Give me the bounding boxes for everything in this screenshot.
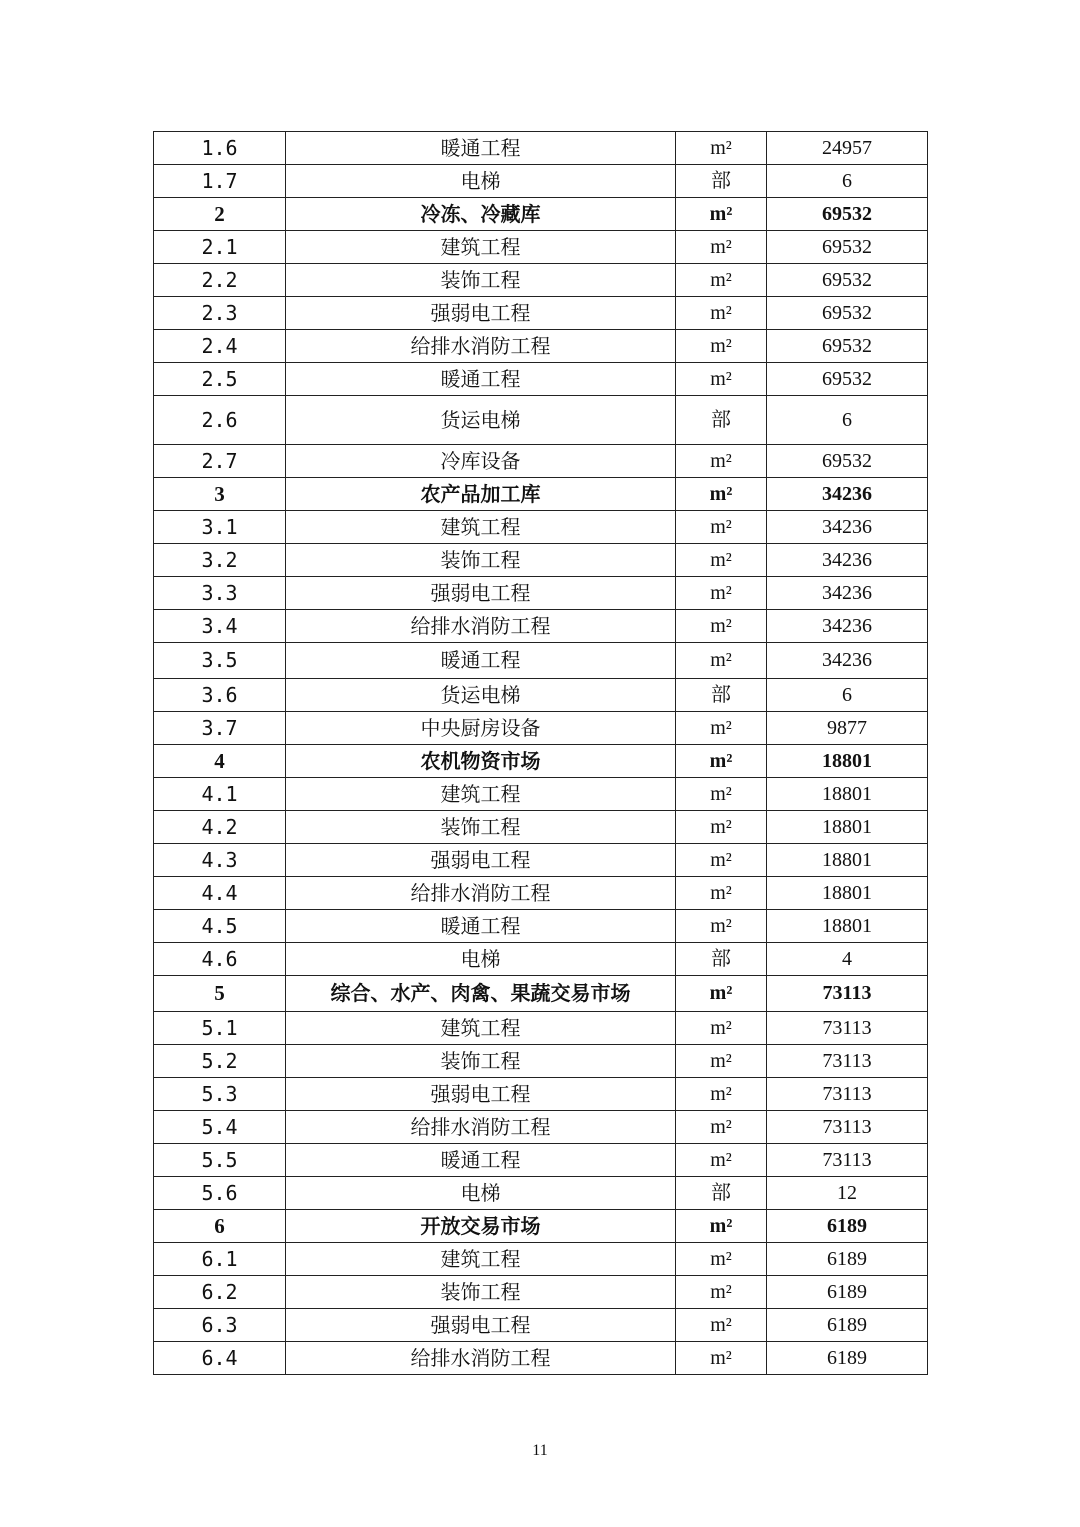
item-number-cell: 2.5 xyxy=(154,363,286,396)
unit-cell: m² xyxy=(676,910,767,943)
table-row xyxy=(154,330,928,363)
quantity-cell: 69532 xyxy=(767,198,928,231)
item-number-cell: 3.5 xyxy=(154,643,286,679)
quantity-cell: 24957 xyxy=(767,132,928,165)
item-number-cell: 4.6 xyxy=(154,943,286,976)
unit-cell: m² xyxy=(676,1243,767,1276)
quantity-cell: 18801 xyxy=(767,877,928,910)
quantity-cell: 34236 xyxy=(767,478,928,511)
unit-cell: m² xyxy=(676,844,767,877)
item-name-cell: 冷冻、冷藏库 xyxy=(286,198,676,231)
unit-cell: m² xyxy=(676,297,767,330)
quantity-cell: 69532 xyxy=(767,297,928,330)
item-number-cell: 1.6 xyxy=(154,132,286,165)
item-name-cell: 电梯 xyxy=(286,165,676,198)
quantity-cell: 73113 xyxy=(767,1012,928,1045)
table-row xyxy=(154,778,928,811)
table-row xyxy=(154,1177,928,1210)
quantity-cell: 34236 xyxy=(767,577,928,610)
item-number-cell: 5.3 xyxy=(154,1078,286,1111)
quantity-cell: 69532 xyxy=(767,445,928,478)
item-name-cell: 给排水消防工程 xyxy=(286,1111,676,1144)
table-row xyxy=(154,1243,928,1276)
item-name-cell: 强弱电工程 xyxy=(286,1309,676,1342)
item-name-cell: 农产品加工库 xyxy=(286,478,676,511)
unit-cell: m² xyxy=(676,745,767,778)
item-number-cell: 5.5 xyxy=(154,1144,286,1177)
unit-cell: m² xyxy=(676,330,767,363)
unit-cell: 部 xyxy=(676,1177,767,1210)
quantity-cell: 6189 xyxy=(767,1276,928,1309)
item-number-cell: 3.1 xyxy=(154,511,286,544)
table-row xyxy=(154,1144,928,1177)
quantity-cell: 73113 xyxy=(767,1111,928,1144)
item-number-cell: 2 xyxy=(154,198,286,231)
table-row xyxy=(154,297,928,330)
item-number-cell: 6.3 xyxy=(154,1309,286,1342)
item-name-cell: 建筑工程 xyxy=(286,778,676,811)
quantity-cell: 73113 xyxy=(767,976,928,1012)
item-name-cell: 建筑工程 xyxy=(286,231,676,264)
unit-cell: m² xyxy=(676,231,767,264)
unit-cell: m² xyxy=(676,1309,767,1342)
item-number-cell: 5.4 xyxy=(154,1111,286,1144)
item-number-cell: 4 xyxy=(154,745,286,778)
item-name-cell: 强弱电工程 xyxy=(286,844,676,877)
item-number-cell: 2.4 xyxy=(154,330,286,363)
unit-cell: m² xyxy=(676,778,767,811)
table-row xyxy=(154,577,928,610)
item-name-cell: 暖通工程 xyxy=(286,910,676,943)
item-name-cell: 暖通工程 xyxy=(286,132,676,165)
item-number-cell: 2.3 xyxy=(154,297,286,330)
quantity-cell: 34236 xyxy=(767,511,928,544)
quantity-cell: 6 xyxy=(767,396,928,445)
quantity-cell: 34236 xyxy=(767,610,928,643)
table-row xyxy=(154,877,928,910)
item-name-cell: 建筑工程 xyxy=(286,511,676,544)
quantity-cell: 69532 xyxy=(767,231,928,264)
item-name-cell: 建筑工程 xyxy=(286,1012,676,1045)
item-name-cell: 暖通工程 xyxy=(286,643,676,679)
item-name-cell: 给排水消防工程 xyxy=(286,877,676,910)
table-row xyxy=(154,1078,928,1111)
unit-cell: m² xyxy=(676,1144,767,1177)
item-name-cell: 给排水消防工程 xyxy=(286,610,676,643)
unit-cell: m² xyxy=(676,264,767,297)
unit-cell: 部 xyxy=(676,679,767,712)
quantity-cell: 18801 xyxy=(767,844,928,877)
item-name-cell: 装饰工程 xyxy=(286,1045,676,1078)
unit-cell: 部 xyxy=(676,943,767,976)
table-row xyxy=(154,910,928,943)
section-row xyxy=(154,198,928,231)
table-row xyxy=(154,264,928,297)
item-name-cell: 装饰工程 xyxy=(286,1276,676,1309)
quantity-cell: 6 xyxy=(767,165,928,198)
item-name-cell: 强弱电工程 xyxy=(286,577,676,610)
unit-cell: m² xyxy=(676,1342,767,1375)
quantity-cell: 73113 xyxy=(767,1144,928,1177)
quantity-cell: 6189 xyxy=(767,1210,928,1243)
item-name-cell: 暖通工程 xyxy=(286,363,676,396)
table-row xyxy=(154,231,928,264)
quantity-cell: 9877 xyxy=(767,712,928,745)
item-number-cell: 6.1 xyxy=(154,1243,286,1276)
item-number-cell: 2.6 xyxy=(154,396,286,445)
page-number: 11 xyxy=(532,1442,548,1459)
unit-cell: m² xyxy=(676,643,767,679)
quantity-cell: 6189 xyxy=(767,1342,928,1375)
unit-cell: m² xyxy=(676,1012,767,1045)
table-row xyxy=(154,544,928,577)
table-row xyxy=(154,811,928,844)
item-name-cell: 电梯 xyxy=(286,1177,676,1210)
table-row xyxy=(154,445,928,478)
unit-cell: m² xyxy=(676,544,767,577)
unit-cell: 部 xyxy=(676,165,767,198)
item-name-cell: 开放交易市场 xyxy=(286,1210,676,1243)
section-row xyxy=(154,976,928,1012)
table-row xyxy=(154,643,928,679)
item-number-cell: 4.2 xyxy=(154,811,286,844)
item-name-cell: 货运电梯 xyxy=(286,396,676,445)
table-row xyxy=(154,396,928,445)
item-number-cell: 5 xyxy=(154,976,286,1012)
item-name-cell: 暖通工程 xyxy=(286,1144,676,1177)
unit-cell: m² xyxy=(676,445,767,478)
item-number-cell: 6.4 xyxy=(154,1342,286,1375)
unit-cell: m² xyxy=(676,877,767,910)
unit-cell: m² xyxy=(676,577,767,610)
table-row xyxy=(154,1276,928,1309)
unit-cell: m² xyxy=(676,610,767,643)
table-row xyxy=(154,943,928,976)
quantity-cell: 6189 xyxy=(767,1309,928,1342)
unit-cell: m² xyxy=(676,198,767,231)
table-row xyxy=(154,132,928,165)
item-number-cell: 4.1 xyxy=(154,778,286,811)
item-number-cell: 5.1 xyxy=(154,1012,286,1045)
item-name-cell: 农机物资市场 xyxy=(286,745,676,778)
quantity-cell: 18801 xyxy=(767,910,928,943)
table-row xyxy=(154,165,928,198)
unit-cell: m² xyxy=(676,712,767,745)
unit-cell: m² xyxy=(676,363,767,396)
item-name-cell: 装饰工程 xyxy=(286,264,676,297)
unit-cell: 部 xyxy=(676,396,767,445)
quantity-cell: 6 xyxy=(767,679,928,712)
item-number-cell: 1.7 xyxy=(154,165,286,198)
item-number-cell: 4.5 xyxy=(154,910,286,943)
item-name-cell: 中央厨房设备 xyxy=(286,712,676,745)
quantity-cell: 12 xyxy=(767,1177,928,1210)
quantity-cell: 73113 xyxy=(767,1078,928,1111)
section-row xyxy=(154,478,928,511)
item-name-cell: 强弱电工程 xyxy=(286,297,676,330)
table-row xyxy=(154,511,928,544)
table-row xyxy=(154,712,928,745)
quantity-cell: 6189 xyxy=(767,1243,928,1276)
item-number-cell: 6 xyxy=(154,1210,286,1243)
quantity-cell: 18801 xyxy=(767,811,928,844)
item-name-cell: 装饰工程 xyxy=(286,811,676,844)
table-row xyxy=(154,679,928,712)
item-name-cell: 建筑工程 xyxy=(286,1243,676,1276)
item-name-cell: 强弱电工程 xyxy=(286,1078,676,1111)
unit-cell: m² xyxy=(676,478,767,511)
quantity-cell: 34236 xyxy=(767,544,928,577)
item-number-cell: 4.3 xyxy=(154,844,286,877)
quantity-cell: 69532 xyxy=(767,363,928,396)
item-number-cell: 4.4 xyxy=(154,877,286,910)
item-name-cell: 电梯 xyxy=(286,943,676,976)
item-name-cell: 给排水消防工程 xyxy=(286,330,676,363)
item-number-cell: 5.6 xyxy=(154,1177,286,1210)
table-row xyxy=(154,1111,928,1144)
item-name-cell: 冷库设备 xyxy=(286,445,676,478)
quantity-cell: 69532 xyxy=(767,264,928,297)
section-row xyxy=(154,745,928,778)
unit-cell: m² xyxy=(676,1276,767,1309)
item-number-cell: 2.7 xyxy=(154,445,286,478)
unit-cell: m² xyxy=(676,1078,767,1111)
unit-cell: m² xyxy=(676,1210,767,1243)
quantity-table xyxy=(153,131,928,1375)
unit-cell: m² xyxy=(676,811,767,844)
quantity-cell: 73113 xyxy=(767,1045,928,1078)
item-number-cell: 2.2 xyxy=(154,264,286,297)
item-number-cell: 5.2 xyxy=(154,1045,286,1078)
table-row xyxy=(154,1045,928,1078)
unit-cell: m² xyxy=(676,132,767,165)
item-number-cell: 3.4 xyxy=(154,610,286,643)
table-row xyxy=(154,1309,928,1342)
item-number-cell: 3.3 xyxy=(154,577,286,610)
item-number-cell: 3.2 xyxy=(154,544,286,577)
section-row xyxy=(154,1210,928,1243)
item-name-cell: 综合、水产、肉禽、果蔬交易市场 xyxy=(286,976,676,1012)
unit-cell: m² xyxy=(676,976,767,1012)
item-name-cell: 给排水消防工程 xyxy=(286,1342,676,1375)
quantity-cell: 4 xyxy=(767,943,928,976)
quantity-cell: 69532 xyxy=(767,330,928,363)
item-number-cell: 3 xyxy=(154,478,286,511)
item-number-cell: 3.6 xyxy=(154,679,286,712)
table-row xyxy=(154,844,928,877)
item-number-cell: 2.1 xyxy=(154,231,286,264)
table-row xyxy=(154,610,928,643)
item-number-cell: 3.7 xyxy=(154,712,286,745)
table-row xyxy=(154,1342,928,1375)
quantity-cell: 18801 xyxy=(767,778,928,811)
table-row xyxy=(154,363,928,396)
unit-cell: m² xyxy=(676,1111,767,1144)
unit-cell: m² xyxy=(676,511,767,544)
quantity-table-body xyxy=(154,132,928,1375)
table-row xyxy=(154,1012,928,1045)
quantity-cell: 34236 xyxy=(767,643,928,679)
quantity-cell: 18801 xyxy=(767,745,928,778)
unit-cell: m² xyxy=(676,1045,767,1078)
item-name-cell: 装饰工程 xyxy=(286,544,676,577)
item-number-cell: 6.2 xyxy=(154,1276,286,1309)
item-name-cell: 货运电梯 xyxy=(286,679,676,712)
